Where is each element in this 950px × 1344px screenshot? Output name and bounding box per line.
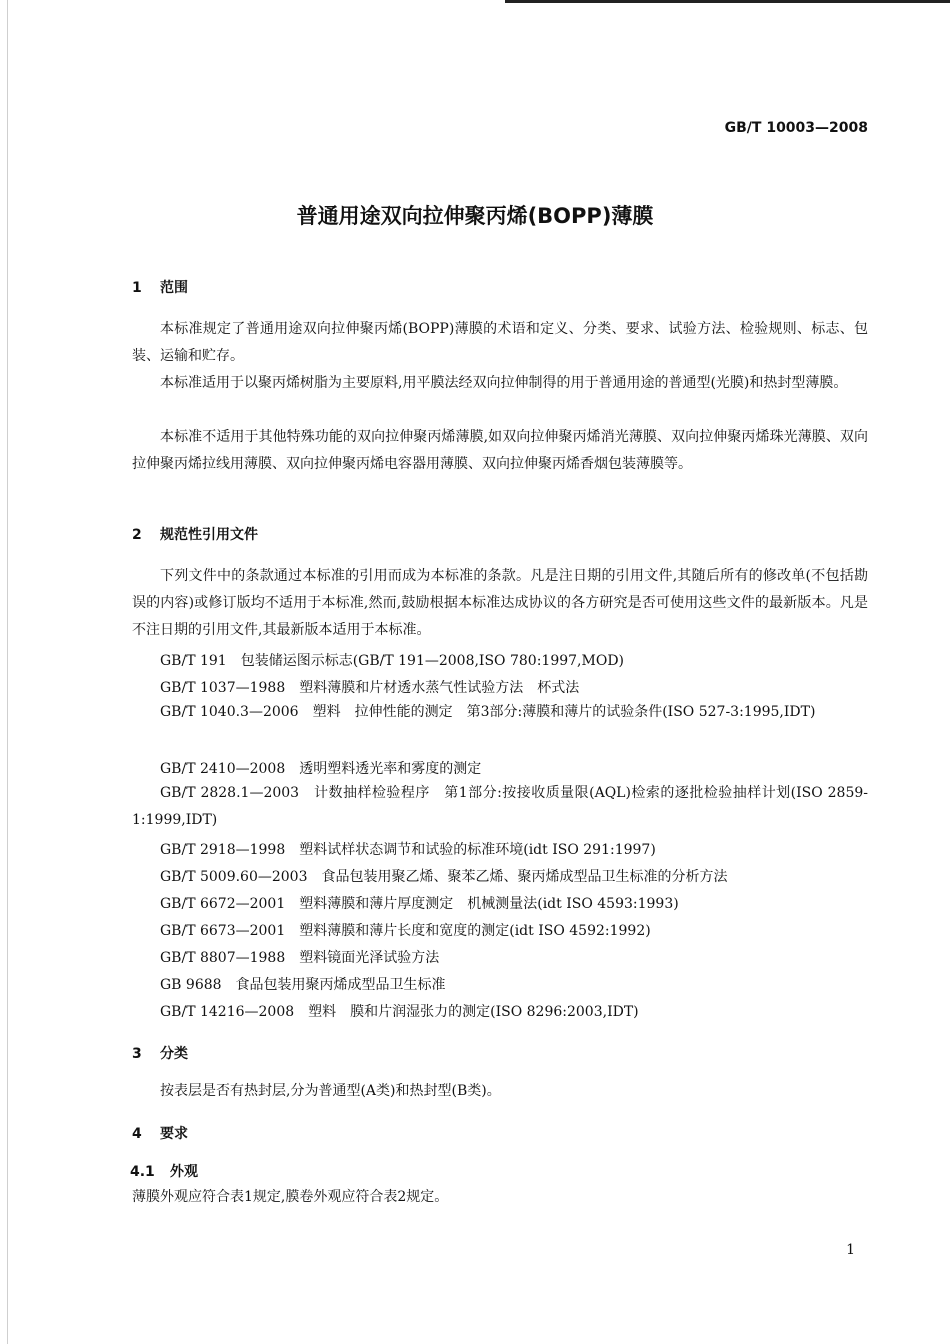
section-3-heading	[132, 1043, 188, 1063]
reference-item: GB/T 2410—2008 透明塑料透光率和雾度的测定	[160, 761, 482, 777]
page-number: 1	[846, 1242, 855, 1258]
scope-paragraph-1: 本标准规定了普通用途双向拉伸聚丙烯(BOPP)薄膜的术语和定义、分类、要求、试验方法、检验规则、标志、包装、运输和贮存。	[132, 321, 868, 364]
reference-item: GB/T 14216—2008 塑料 膜和片润湿张力的测定(ISO 8296:2003,IDT)	[160, 1004, 639, 1020]
section-title: 分类	[160, 1046, 188, 1062]
reference-item: GB/T 2918—1998 塑料试样状态调节和试验的标准环境(idt ISO 291:1997)	[160, 842, 656, 858]
section-number: 2	[132, 527, 142, 543]
section-title: 外观	[170, 1164, 198, 1180]
section-number: 4	[132, 1126, 142, 1142]
section-1-heading	[132, 277, 188, 297]
document-title: 普通用途双向拉伸聚丙烯(BOPP)薄膜	[296, 204, 654, 228]
section-title: 规范性引用文件	[160, 527, 258, 543]
reference-item: GB/T 5009.60—2003 食品包装用聚乙烯、聚苯乙烯、聚丙烯成型品卫生标准的分析方法	[160, 869, 728, 885]
top-border-line	[505, 0, 950, 3]
section-2-heading	[132, 524, 258, 544]
section-number: 4.1	[130, 1164, 155, 1180]
classification-paragraph: 按表层是否有热封层,分为普通型(A类)和热封型(B类)。	[160, 1083, 501, 1099]
reference-item: GB/T 1037—1988 塑料薄膜和片材透水蒸气性试验方法 杯式法	[160, 680, 580, 696]
section-4-heading	[132, 1123, 188, 1143]
reference-item: GB/T 1040.3—2006 塑料 拉伸性能的测定 第3部分:薄膜和薄片的试验条件(ISO 527-3:1995,IDT)	[160, 704, 816, 720]
reference-item: GB 9688 食品包装用聚丙烯成型品卫生标准	[160, 977, 446, 993]
reference-item: GB/T 8807—1988 塑料镜面光泽试验方法	[160, 950, 440, 966]
reference-item: GB/T 6672—2001 塑料薄膜和薄片厚度测定 机械测量法(idt ISO 4593:1993)	[160, 896, 679, 912]
reference-item: GB/T 191 包装储运图示标志(GB/T 191—2008,ISO 780:1997,MOD)	[160, 653, 625, 669]
section-title: 范围	[160, 280, 188, 296]
reference-item: GB/T 2828.1—2003 计数抽样检验程序 第1部分:按接收质量限(AQL)检索的逐批检验抽样计划(ISO 2859-1:1999,IDT)	[132, 785, 868, 828]
scope-paragraph-3: 本标准不适用于其他特殊功能的双向拉伸聚丙烯薄膜,如双向拉伸聚丙烯消光薄膜、双向拉伸聚丙烯珠光薄膜、双向拉伸聚丙烯拉线用薄膜、双向拉伸聚丙烯电容器用薄膜、双向拉伸聚丙烯香烟包装薄膜等。	[132, 429, 868, 472]
references-intro: 下列文件中的条款通过本标准的引用而成为本标准的条款。凡是注日期的引用文件,其随后所有的修改单(不包括勘误的内容)或修订版均不适用于本标准,然而,鼓励根据本标准达成协议的各方研究是否可使用这些文件的最新版本。凡是不注日期的引用文件,其最新版本适用于本标准。	[132, 568, 868, 638]
section-number: 1	[132, 280, 142, 296]
appearance-paragraph: 薄膜外观应符合表1规定,膜卷外观应符合表2规定。	[132, 1189, 449, 1205]
scope-paragraph-2: 本标准适用于以聚丙烯树脂为主要原料,用平膜法经双向拉伸制得的用于普通用途的普通型(光膜)和热封型薄膜。	[160, 375, 848, 391]
section-4-1-heading	[130, 1161, 198, 1181]
section-title: 要求	[160, 1126, 188, 1142]
standard-number: GB/T 10003—2008	[724, 120, 868, 136]
section-number: 3	[132, 1046, 142, 1062]
reference-item: GB/T 6673—2001 塑料薄膜和薄片长度和宽度的测定(idt ISO 4592:1992)	[160, 923, 651, 939]
